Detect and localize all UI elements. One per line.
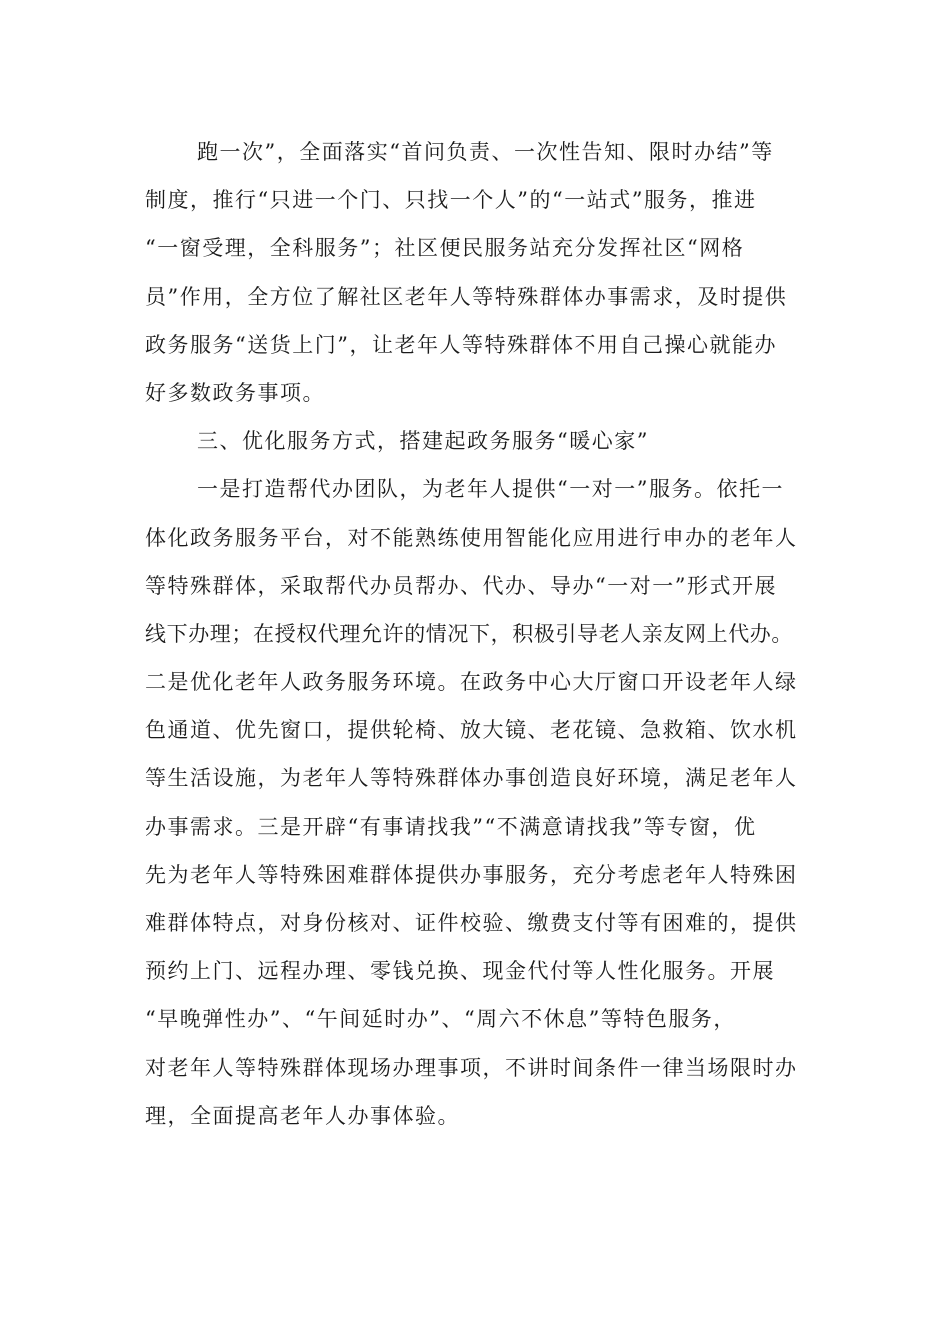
text-line: “一窗受理，全科服务”；社区便民服务站充分发挥社区“网格 [145, 236, 745, 261]
document-body [145, 128, 805, 1140]
text-line: 对老年人等特殊群体现场办理事项，不讲时间条件一律当场限时办 [145, 1055, 798, 1080]
text-line: 二是优化老年人政务服务环境。在政务中心大厅窗口开设老年人绿 [145, 670, 798, 695]
section-heading: 三、优化服务方式，搭建起政务服务“暖心家” [197, 429, 649, 454]
text-line: 难群体特点，对身份核对、证件校验、缴费支付等有困难的，提供 [145, 911, 798, 935]
text-line: 好多数政务事项。 [145, 380, 325, 405]
text-line: 色通道、优先窗口，提供轮椅、放大镜、老花镜、急救箱、饮水机 [145, 718, 798, 743]
text-line: 理，全面提高老年人办事体验。 [145, 1103, 460, 1128]
text-line: 制度，推行“只进一个门、只找一个人”的“一站式”服务，推进 [145, 188, 757, 213]
text-line: 政务服务“送货上门”，让老年人等特殊群体不用自己操心就能办 [145, 332, 777, 357]
text-line: 体化政务服务平台，对不能熟练使用智能化应用进行申办的老年人 [145, 525, 798, 550]
text-line: 线下办理；在授权代理允许的情况下，积极引导老人亲友网上代办。 [145, 621, 793, 646]
text-line: 办事需求。三是开辟“有事请找我”“不满意请找我”等专窗，优 [145, 814, 757, 839]
text-line: 等特殊群体，采取帮代办员帮办、代办、导办“一对一”形式开展 [145, 573, 777, 598]
text-line: 等生活设施，为老年人等特殊群体办事创造良好环境，满足老年人 [145, 766, 798, 791]
text-line: 员”作用，全方位了解社区老年人等特殊群体办事需求，及时提供 [145, 284, 788, 309]
text-line: 先为老年人等特殊困难群体提供办事服务，充分考虑老年人特殊困 [145, 862, 798, 887]
text-line: 跑一次”，全面落实“首问负责、一次性告知、限时办结”等 [197, 140, 774, 164]
text-line: “早晚弹性办”、“午间延时办”、“周六不休息”等特色服务， [145, 1007, 736, 1032]
text-line: 一是打造帮代办团队，为老年人提供“一对一”服务。依托一 [197, 477, 784, 502]
text-line: 预约上门、远程办理、零钱兑换、现金代付等人性化服务。开展 [145, 959, 775, 984]
